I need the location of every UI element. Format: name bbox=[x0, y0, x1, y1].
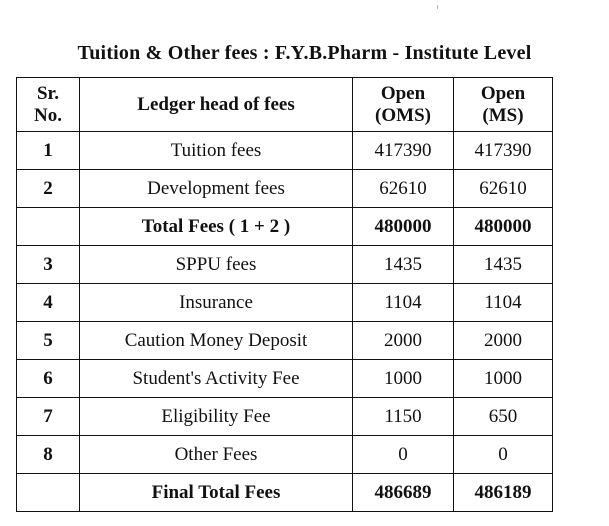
oms-value-cell: 1000 bbox=[353, 360, 454, 398]
ms-value-cell: 1435 bbox=[454, 246, 553, 284]
sr-cell bbox=[17, 208, 80, 246]
ledger-cell: Other Fees bbox=[80, 436, 353, 474]
sr-cell: 6 bbox=[17, 360, 80, 398]
ms-value-cell: 480000 bbox=[454, 208, 553, 246]
table-row bbox=[17, 246, 553, 284]
ms-value-cell: 62610 bbox=[454, 170, 553, 208]
ledger-cell: Total Fees ( 1 + 2 ) bbox=[80, 208, 353, 246]
oms-value-cell: 1435 bbox=[353, 246, 454, 284]
ledger-cell: Development fees bbox=[80, 170, 353, 208]
oms-value-cell: 62610 bbox=[353, 170, 454, 208]
table-row bbox=[17, 398, 553, 436]
table-row bbox=[17, 132, 553, 170]
ms-value-cell: 486189 bbox=[454, 474, 553, 512]
sr-cell: 8 bbox=[17, 436, 80, 474]
table-header-row bbox=[17, 78, 553, 132]
ledger-cell: Tuition fees bbox=[80, 132, 353, 170]
oms-value-cell: 2000 bbox=[353, 322, 454, 360]
sr-cell: 1 bbox=[17, 132, 80, 170]
table-row bbox=[17, 360, 553, 398]
table-row bbox=[17, 436, 553, 474]
ms-value-cell: 1104 bbox=[454, 284, 553, 322]
page-title: Tuition & Other fees : F.Y.B.Pharm - Institute Level bbox=[77, 42, 532, 64]
table-row bbox=[17, 170, 553, 208]
sr-cell: 7 bbox=[17, 398, 80, 436]
scan-mark bbox=[437, 5, 438, 9]
oms-value-cell: 1104 bbox=[353, 284, 454, 322]
ms-value-cell: 417390 bbox=[454, 132, 553, 170]
header-open-ms: Open (MS) bbox=[454, 78, 553, 132]
ms-value-cell: 2000 bbox=[454, 322, 553, 360]
ledger-cell: SPPU fees bbox=[80, 246, 353, 284]
sr-cell: 3 bbox=[17, 246, 80, 284]
ms-value-cell: 1000 bbox=[454, 360, 553, 398]
table-row bbox=[17, 284, 553, 322]
header-open-oms: Open (OMS) bbox=[353, 78, 454, 132]
sr-cell: 4 bbox=[17, 284, 80, 322]
fees-table bbox=[16, 77, 553, 512]
ledger-cell: Student's Activity Fee bbox=[80, 360, 353, 398]
table-row bbox=[17, 322, 553, 360]
fees-table-body bbox=[17, 132, 553, 512]
ledger-cell: Caution Money Deposit bbox=[80, 322, 353, 360]
oms-value-cell: 486689 bbox=[353, 474, 454, 512]
ledger-cell: Insurance bbox=[80, 284, 353, 322]
header-ledger-head: Ledger head of fees bbox=[80, 78, 353, 132]
ledger-cell: Final Total Fees bbox=[80, 474, 353, 512]
header-sr-no: Sr. No. bbox=[17, 78, 80, 132]
sr-cell bbox=[17, 474, 80, 512]
sr-cell: 2 bbox=[17, 170, 80, 208]
ms-value-cell: 650 bbox=[454, 398, 553, 436]
sr-cell: 5 bbox=[17, 322, 80, 360]
oms-value-cell: 417390 bbox=[353, 132, 454, 170]
table-row-total bbox=[17, 474, 553, 512]
oms-value-cell: 1150 bbox=[353, 398, 454, 436]
ledger-cell: Eligibility Fee bbox=[80, 398, 353, 436]
oms-value-cell: 480000 bbox=[353, 208, 454, 246]
ms-value-cell: 0 bbox=[454, 436, 553, 474]
oms-value-cell: 0 bbox=[353, 436, 454, 474]
table-row-total bbox=[17, 208, 553, 246]
